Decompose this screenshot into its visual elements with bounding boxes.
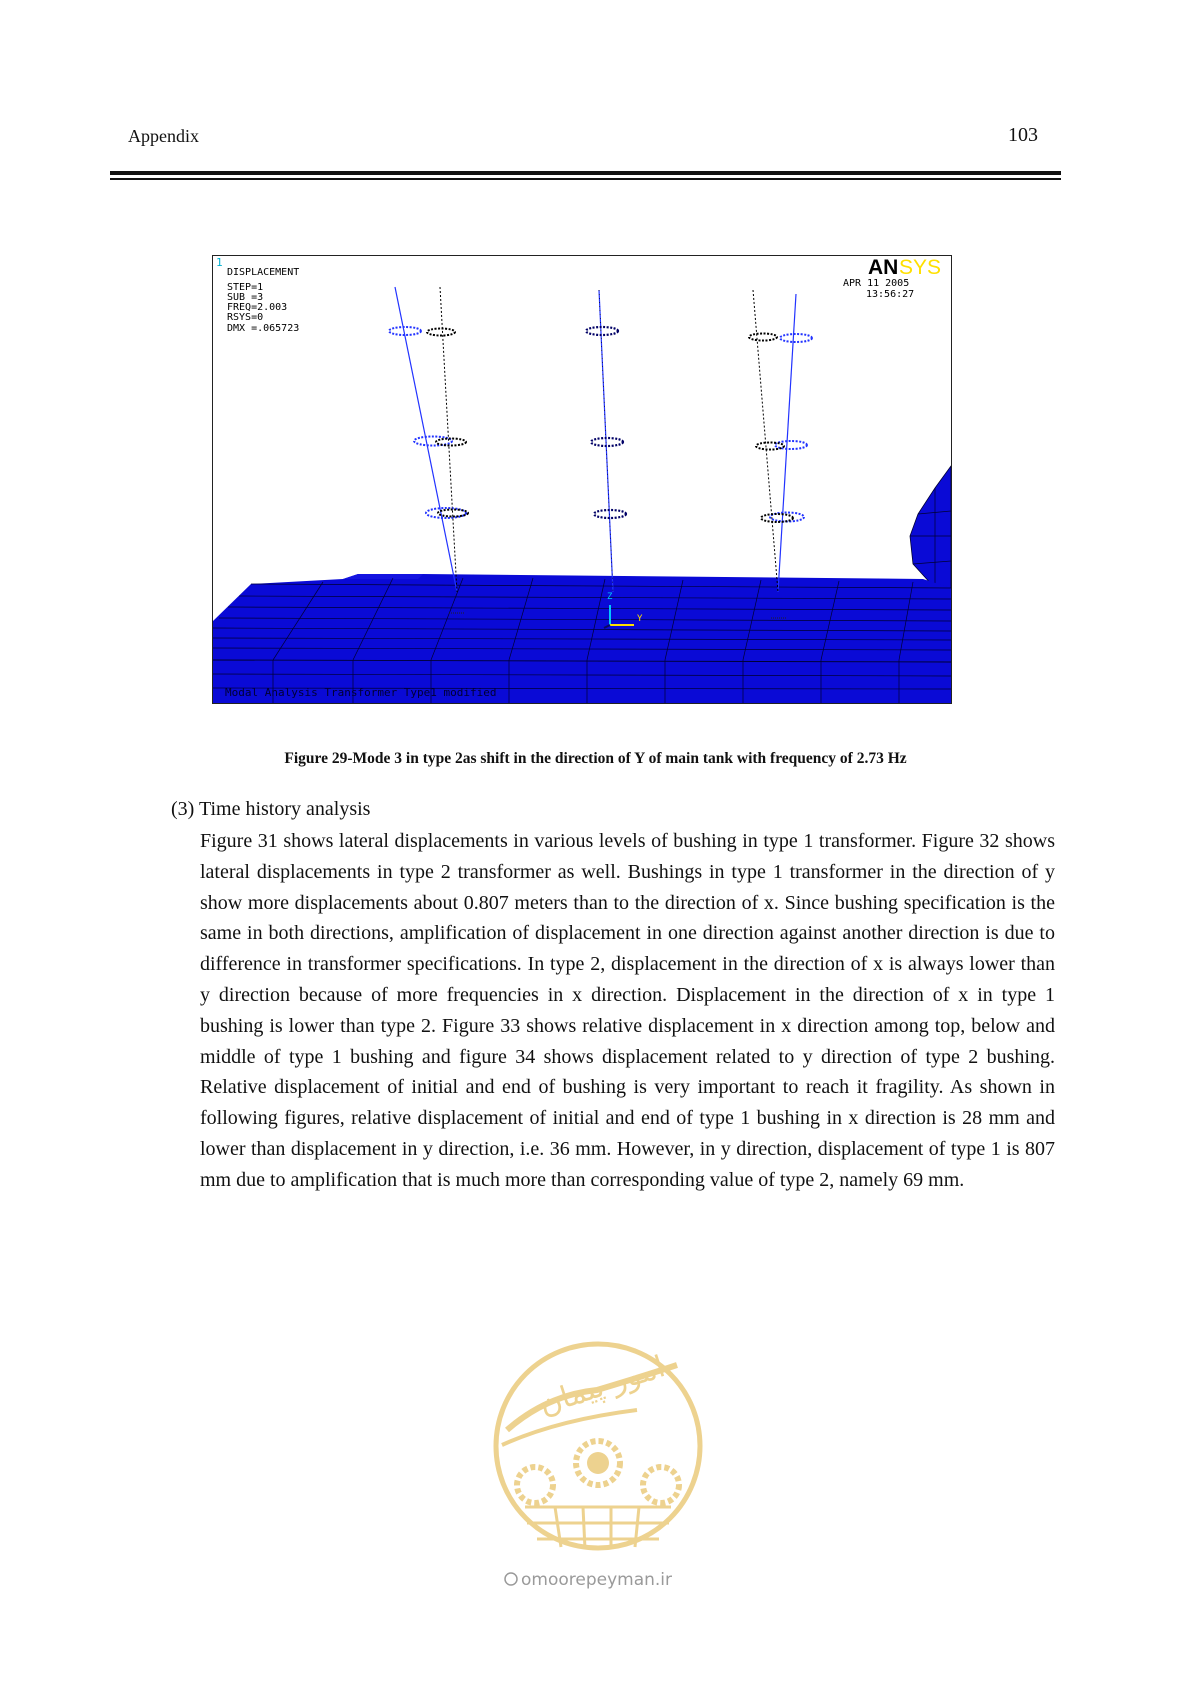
bushing-center [586,290,626,592]
svg-text:AN: AN [868,256,899,279]
watermark [487,1335,709,1590]
result-info-block [227,267,299,334]
header-rule-thin [110,178,1061,180]
figure-time: 13:56:27 [866,289,915,300]
bushing-right [749,290,812,618]
info-line: DISPLACEMENT [227,267,300,278]
section-heading: (3) Time history analysis [171,798,371,820]
body-paragraph: Figure 31 shows lateral displacements in various levels of bushing in type 1 transformer. Figure 32 shows lateral displacements in type 2 transformer as well. Bushings in type 1 transformer in the direction of y show more displacements about 0.807 meters than to the direction of x. Since bushing specification is the same in both directions, amplification of displacement in one direction against another direction is due to difference in transformer specifications. In type 2, displacement in the direction of x is always lower than y direction because of more frequencies in x direction. Displacement in the direction of x in type 1 bushing is lower than type 2. Figure 33 shows relative displacement in x direction among top, below and middle of type 1 bushing and figure 34 shows displacement related to y direction of type 2 bushing. Relative displacement of initial and end of bushing is very important to reach it fragility. As shown in following figures, relative displacement of initial and end of type 1 bushing in x direction is 28 mm and lower than displacement in y direction, i.e. 36 mm. However, in y direction, displacement of type 1 is 807 mm due to amplification that is much more than corresponding value of type 2, namely 69 mm. [200,830,1055,1191]
figure-caption: Figure 29-Mode 3 in type 2as shift in the direction of Y of main tank with frequency of 2.73 Hz [284,750,907,767]
ansys-logo [868,256,941,279]
tank-top-mesh [213,574,951,703]
watermark-logo-text: امور پیمان [534,1349,670,1423]
info-line: DMX =.065723 [227,323,300,334]
info-line: RSYS=0 [227,312,264,323]
info-line: SUB =3 [227,292,264,303]
axis-label-z: Z [607,592,613,602]
watermark-site [505,1570,672,1590]
ansys-figure [212,255,952,704]
figure-footer-title: Modal Analysis Transformer Type1 modified [225,686,497,699]
page-number: 103 [1008,124,1038,146]
watermark-logo [496,1344,700,1549]
svg-text:SYS: SYS [899,256,942,279]
running-header-section: Appendix [128,126,199,146]
tank-side-wall [910,466,951,594]
axis-label-y: Y [637,614,643,624]
info-line: STEP=1 [227,282,264,293]
bushing-left [389,287,468,613]
svg-text:omoorepeyman.ir: omoorepeyman.ir [521,1570,673,1590]
header-rule-thick [110,171,1061,175]
figure-date: APR 11 2005 [843,278,910,289]
window-number: 1 [216,256,223,269]
info-line: FREQ=2.003 [227,302,288,313]
